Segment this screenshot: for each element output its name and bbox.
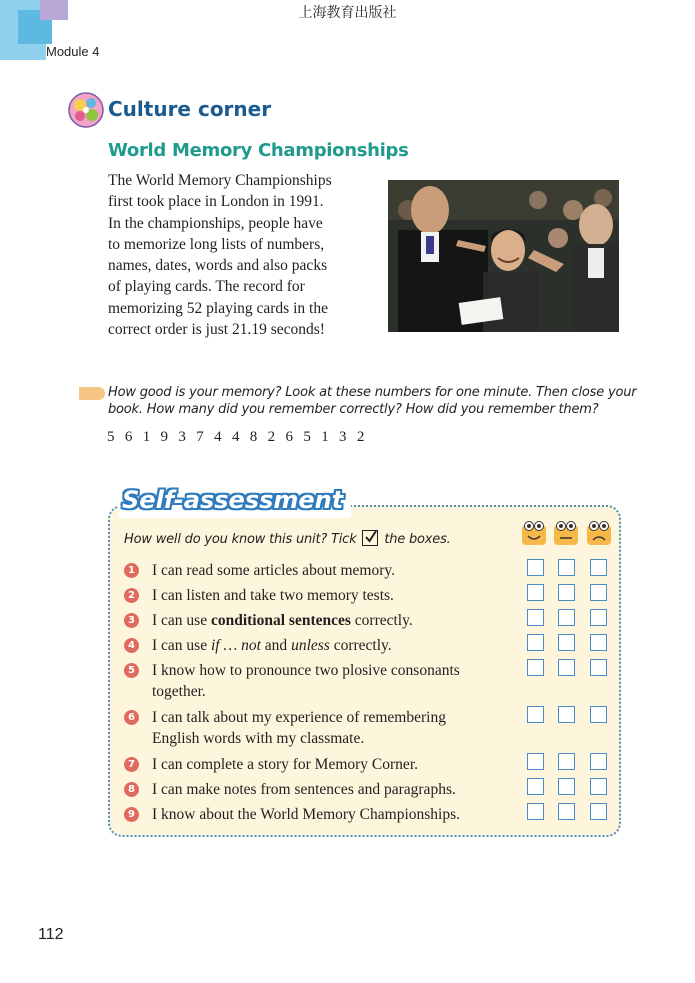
self-assessment-title: Self-assessment [118, 482, 351, 518]
checkbox-poor[interactable] [590, 634, 607, 651]
checkbox-good[interactable] [527, 634, 544, 651]
item-text: together. [152, 683, 206, 700]
checkbox-poor[interactable] [590, 559, 607, 576]
self-assessment-prompt: How well do you know this unit? Tick the boxes. [124, 532, 451, 547]
article-line: correct order is just 21.19 seconds! [108, 321, 325, 339]
item-number: 3 [124, 613, 139, 628]
item-text: I know how to pronounce two plosive consonants [152, 662, 460, 679]
tick-box-icon [362, 530, 378, 546]
checkbox-good[interactable] [527, 803, 544, 820]
item-text: I can read some articles about memory. [152, 562, 396, 579]
memory-numbers: 5 6 1 9 3 7 4 4 8 2 6 5 1 3 2 [107, 429, 368, 445]
item-text: I know about the World Memory Championships. [152, 806, 461, 823]
memory-championship-photo [388, 180, 619, 332]
item-text: I can make notes from sentences and paragraphs. [152, 781, 456, 798]
checkbox-poor[interactable] [590, 584, 607, 601]
article-body [108, 170, 378, 340]
item-number: 1 [124, 563, 139, 578]
neutral-face-icon [553, 520, 579, 546]
item-number: 4 [124, 638, 139, 653]
checkbox-ok[interactable] [558, 706, 575, 723]
checkbox-good[interactable] [527, 659, 544, 676]
article-line: first took place in London in 1991. [108, 193, 324, 211]
section-title: Culture corner [108, 97, 272, 121]
article-line: The World Memory Championships [108, 172, 332, 189]
checkbox-poor[interactable] [590, 753, 607, 770]
publisher-name: 上海教育出版社 [298, 5, 397, 21]
item-number: 5 [124, 663, 139, 678]
checkbox-poor[interactable] [590, 659, 607, 676]
italic-term: if … not [210, 637, 261, 654]
checkbox-good[interactable] [527, 609, 544, 626]
checkbox-good[interactable] [527, 706, 544, 723]
checkbox-poor[interactable] [590, 778, 607, 795]
item-number: 8 [124, 782, 139, 797]
item-text: I can listen and take two memory tests. [152, 587, 394, 604]
checkbox-good[interactable] [527, 559, 544, 576]
checkbox-poor[interactable] [590, 803, 607, 820]
item-text: I can talk about my experience of remembering [152, 709, 446, 726]
checkbox-good[interactable] [527, 584, 544, 601]
article-line: names, dates, words and also packs [108, 257, 328, 275]
question-line: How good is your memory? Look at these numbers for one minute. Then close your [108, 385, 637, 400]
checkbox-ok[interactable] [558, 609, 575, 626]
sad-face-icon [586, 520, 612, 546]
italic-term: unless [291, 637, 330, 654]
article-line: In the championships, people have [108, 214, 323, 232]
checkbox-ok[interactable] [558, 803, 575, 820]
question-line: book. How many did you remember correctly? How did you remember them? [108, 402, 599, 417]
item-number: 6 [124, 710, 139, 725]
checkbox-ok[interactable] [558, 778, 575, 795]
bold-term: conditional sentences [210, 612, 351, 629]
happy-face-icon [521, 520, 547, 546]
checkbox-ok[interactable] [558, 753, 575, 770]
page-number: 112 [38, 926, 64, 943]
module-label: Module 4 [46, 44, 100, 59]
checkbox-ok[interactable] [558, 559, 575, 576]
checkbox-poor[interactable] [590, 609, 607, 626]
item-text: I can use if … not and unless correctly. [152, 637, 392, 654]
checkbox-ok[interactable] [558, 659, 575, 676]
article-line: to memorize long lists of numbers, [108, 235, 325, 253]
checkbox-good[interactable] [527, 778, 544, 795]
checkbox-ok[interactable] [558, 634, 575, 651]
activity-marker [79, 387, 105, 400]
item-text: I can complete a story for Memory Corner. [152, 756, 418, 773]
activity-question [108, 384, 638, 418]
culture-corner-icon [68, 92, 104, 128]
item-number: 2 [124, 588, 139, 603]
article-title: World Memory Championships [108, 140, 409, 161]
checkbox-good[interactable] [527, 753, 544, 770]
item-text: I can use conditional sentences correctly. [152, 612, 413, 629]
item-number: 9 [124, 807, 139, 822]
checkbox-ok[interactable] [558, 584, 575, 601]
item-number: 7 [124, 757, 139, 772]
article-line: of playing cards. The record for [108, 278, 305, 296]
article-line: memorizing 52 playing cards in the [108, 299, 328, 317]
item-text: English words with my classmate. [152, 730, 365, 747]
checkbox-poor[interactable] [590, 706, 607, 723]
